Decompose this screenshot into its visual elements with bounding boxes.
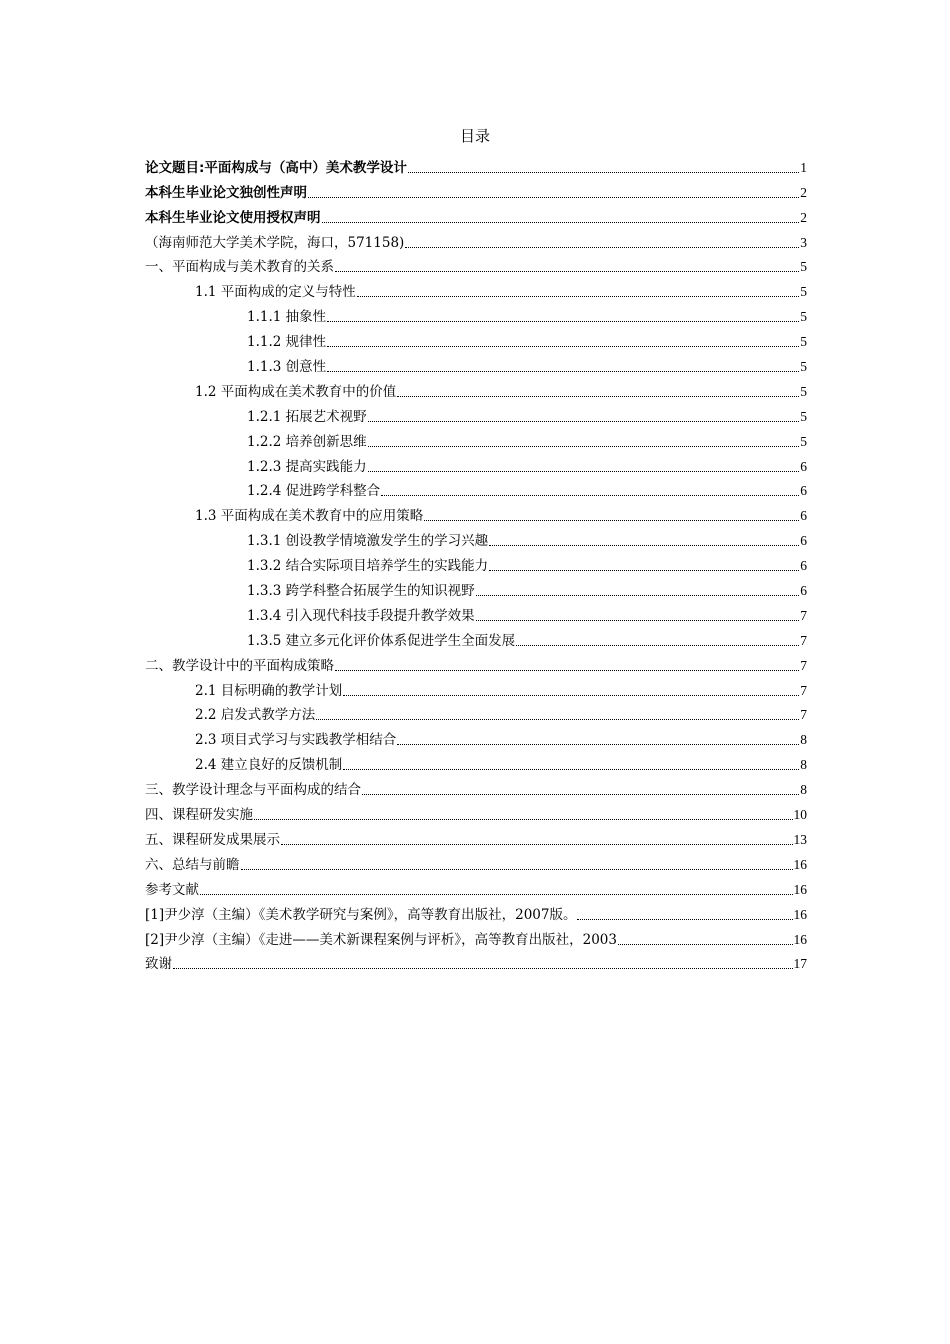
toc-entry-label: 参考文献	[145, 881, 199, 898]
toc-entry-page-number: 5	[800, 433, 807, 449]
toc-entry-label: 论文题目:平面构成与（高中）美术教学设计	[145, 159, 407, 176]
dot-leader	[516, 644, 799, 646]
toc-entry-page-number: 8	[800, 782, 807, 798]
dot-leader	[476, 594, 800, 596]
toc-entry[interactable]	[145, 874, 807, 899]
toc-entry[interactable]	[145, 949, 807, 974]
toc-entry-page-number: 5	[800, 334, 807, 350]
toc-entry-page-number: 7	[800, 707, 807, 723]
toc-entry[interactable]	[145, 525, 807, 550]
toc-entry-page-number: 8	[800, 732, 807, 748]
dot-leader	[381, 494, 799, 496]
toc-entry-label: 1.2.2 培养创新思维	[247, 433, 367, 450]
toc-entry-page-number: 6	[800, 508, 807, 524]
dot-leader	[489, 569, 799, 571]
toc-entry-page-number: 16	[793, 906, 807, 922]
toc-entry-label: 1.2.1 拓展艺术视野	[247, 408, 367, 425]
dot-leader	[254, 818, 793, 820]
toc-entry[interactable]	[145, 575, 807, 600]
toc-entry-label: 六、总结与前瞻	[145, 856, 240, 873]
toc-entry-label: 2.3 项目式学习与实践教学相结合	[195, 732, 397, 749]
dot-leader	[316, 718, 799, 720]
toc-entry-label: （海南师范大学美术学院，海口，571158)	[145, 234, 405, 251]
dot-leader	[476, 619, 800, 621]
toc-entry[interactable]	[145, 326, 807, 351]
toc-entry-label: 2.2 启发式教学方法	[195, 707, 316, 724]
dot-leader	[368, 470, 800, 472]
toc-entry-label: 1.3.1 创设教学情境激发学生的学习兴趣	[247, 533, 489, 550]
toc-entry-page-number: 6	[800, 483, 807, 499]
toc-entry[interactable]	[145, 476, 807, 501]
toc-entry-page-number: 7	[800, 607, 807, 623]
dot-leader	[173, 967, 793, 969]
toc-entry-page-number: 3	[800, 234, 807, 250]
toc-entry[interactable]	[145, 600, 807, 625]
toc-entry[interactable]	[145, 675, 807, 700]
toc-entry-label: 1.1 平面构成的定义与特性	[195, 284, 356, 301]
toc-entry-page-number: 7	[800, 657, 807, 673]
toc-entry-label: 1.3.2 结合实际项目培养学生的实践能力	[247, 558, 489, 575]
toc-entry-label: 1.3.4 引入现代科技手段提升教学效果	[247, 607, 475, 624]
toc-entry-label: 三、教学设计理念与平面构成的结合	[145, 782, 361, 799]
dot-leader	[408, 171, 799, 173]
toc-entry[interactable]	[145, 749, 807, 774]
toc-entry[interactable]	[145, 924, 807, 949]
toc-entry[interactable]	[145, 227, 807, 252]
toc-entry-label: 1.3.5 建立多元化评价体系促进学生全面发展	[247, 632, 516, 649]
toc-entry-page-number: 16	[793, 881, 807, 897]
toc-entry[interactable]	[145, 500, 807, 525]
toc-entry-label: 1.1.1 抽象性	[247, 309, 327, 326]
dot-leader	[489, 544, 799, 546]
dot-leader	[577, 918, 792, 920]
toc-entry-label: 四、课程研发实施	[145, 807, 253, 824]
dot-leader	[343, 768, 799, 770]
dot-leader	[362, 793, 799, 795]
toc-entry[interactable]	[145, 276, 807, 301]
toc-entry-page-number: 13	[793, 831, 807, 847]
dot-leader	[424, 519, 799, 521]
toc-entry-page-number: 5	[800, 359, 807, 375]
toc-entry-label: 一、平面构成与美术教育的关系	[145, 259, 334, 276]
toc-entry[interactable]	[145, 774, 807, 799]
dot-leader	[281, 843, 793, 845]
dot-leader	[327, 320, 799, 322]
dot-leader	[405, 246, 799, 248]
toc-entry-label: 1.1.3 创意性	[247, 359, 327, 376]
toc-entry-page-number: 8	[800, 757, 807, 773]
toc-entry-page-number: 6	[800, 533, 807, 549]
dot-leader	[335, 669, 799, 671]
dot-leader	[327, 370, 799, 372]
toc-entry[interactable]	[145, 700, 807, 725]
dot-leader	[397, 395, 799, 397]
dot-leader	[241, 868, 793, 870]
toc-entry-page-number: 5	[800, 309, 807, 325]
dot-leader	[327, 345, 799, 347]
toc-entry-label: 本科生毕业论文使用授权声明	[145, 209, 321, 226]
dot-leader	[322, 221, 800, 223]
toc-entry-page-number: 2	[800, 209, 807, 225]
toc-entry-page-number: 6	[800, 458, 807, 474]
toc-entry[interactable]	[145, 799, 807, 824]
toc-entry[interactable]	[145, 451, 807, 476]
toc-entry-label: 1.2 平面构成在美术教育中的价值	[195, 383, 397, 400]
toc-entry[interactable]	[145, 301, 807, 326]
toc-entry[interactable]	[145, 351, 807, 376]
dot-leader	[618, 943, 793, 945]
toc-entry-page-number: 7	[800, 632, 807, 648]
toc-entry-label: 1.2.3 提高实践能力	[247, 458, 367, 475]
toc-entry-label: 1.1.2 规律性	[247, 334, 327, 351]
toc-entry[interactable]	[145, 849, 807, 874]
toc-entry[interactable]	[145, 650, 807, 675]
dot-leader	[343, 694, 799, 696]
toc-entry-page-number: 6	[800, 583, 807, 599]
toc-entry-page-number: 16	[793, 856, 807, 872]
toc-entry-label: 1.3.3 跨学科整合拓展学生的知识视野	[247, 583, 475, 600]
dot-leader	[368, 445, 800, 447]
toc-entry[interactable]	[145, 550, 807, 575]
dot-leader	[308, 196, 799, 198]
toc-entry-page-number: 17	[793, 956, 807, 972]
dot-leader	[335, 270, 799, 272]
toc-entry-label: 2.4 建立良好的反馈机制	[195, 757, 343, 774]
toc-entry[interactable]	[145, 824, 807, 849]
toc-entry-label: 五、课程研发成果展示	[145, 831, 280, 848]
toc-entry[interactable]	[145, 177, 807, 202]
toc-entry[interactable]	[145, 202, 807, 227]
toc-entry-label: 二、教学设计中的平面构成策略	[145, 657, 334, 674]
toc-entry-label: [2]尹少淳（主编）《走进——美术新课程案例与评析》，高等教育出版社，2003	[145, 931, 617, 948]
toc-entry-label: 1.2.4 促进跨学科整合	[247, 483, 381, 500]
toc-entry[interactable]	[145, 625, 807, 650]
toc-entry[interactable]	[145, 724, 807, 749]
toc-entry[interactable]	[145, 376, 807, 401]
toc-entry-page-number: 5	[800, 284, 807, 300]
toc-entry-page-number: 2	[800, 184, 807, 200]
toc-entry-page-number: 16	[793, 931, 807, 947]
table-of-contents	[145, 152, 807, 973]
toc-entry-page-number: 7	[800, 682, 807, 698]
toc-entry-page-number: 1	[800, 159, 807, 175]
dot-leader	[368, 420, 800, 422]
toc-entry-page-number: 6	[800, 558, 807, 574]
toc-entry-page-number: 10	[793, 807, 807, 823]
toc-entry-page-number: 5	[800, 383, 807, 399]
dot-leader	[397, 743, 799, 745]
toc-entry-page-number: 5	[800, 259, 807, 275]
toc-entry-label: 致谢	[145, 956, 172, 973]
toc-entry[interactable]	[145, 899, 807, 924]
toc-entry-label: 2.1 目标明确的教学计划	[195, 682, 343, 699]
toc-entry-page-number: 5	[800, 408, 807, 424]
dot-leader	[357, 295, 799, 297]
toc-entry-label: 本科生毕业论文独创性声明	[145, 184, 307, 201]
toc-entry[interactable]	[145, 252, 807, 277]
toc-entry-label: 1.3 平面构成在美术教育中的应用策略	[195, 508, 424, 525]
dot-leader	[200, 893, 793, 895]
toc-title: 目录	[459, 127, 490, 145]
toc-entry[interactable]	[145, 426, 807, 451]
toc-entry-label: [1]尹少淳（主编）《美术教学研究与案例》，高等教育出版社，2007版。	[145, 906, 577, 923]
toc-entry[interactable]	[145, 152, 807, 177]
toc-entry[interactable]	[145, 401, 807, 426]
